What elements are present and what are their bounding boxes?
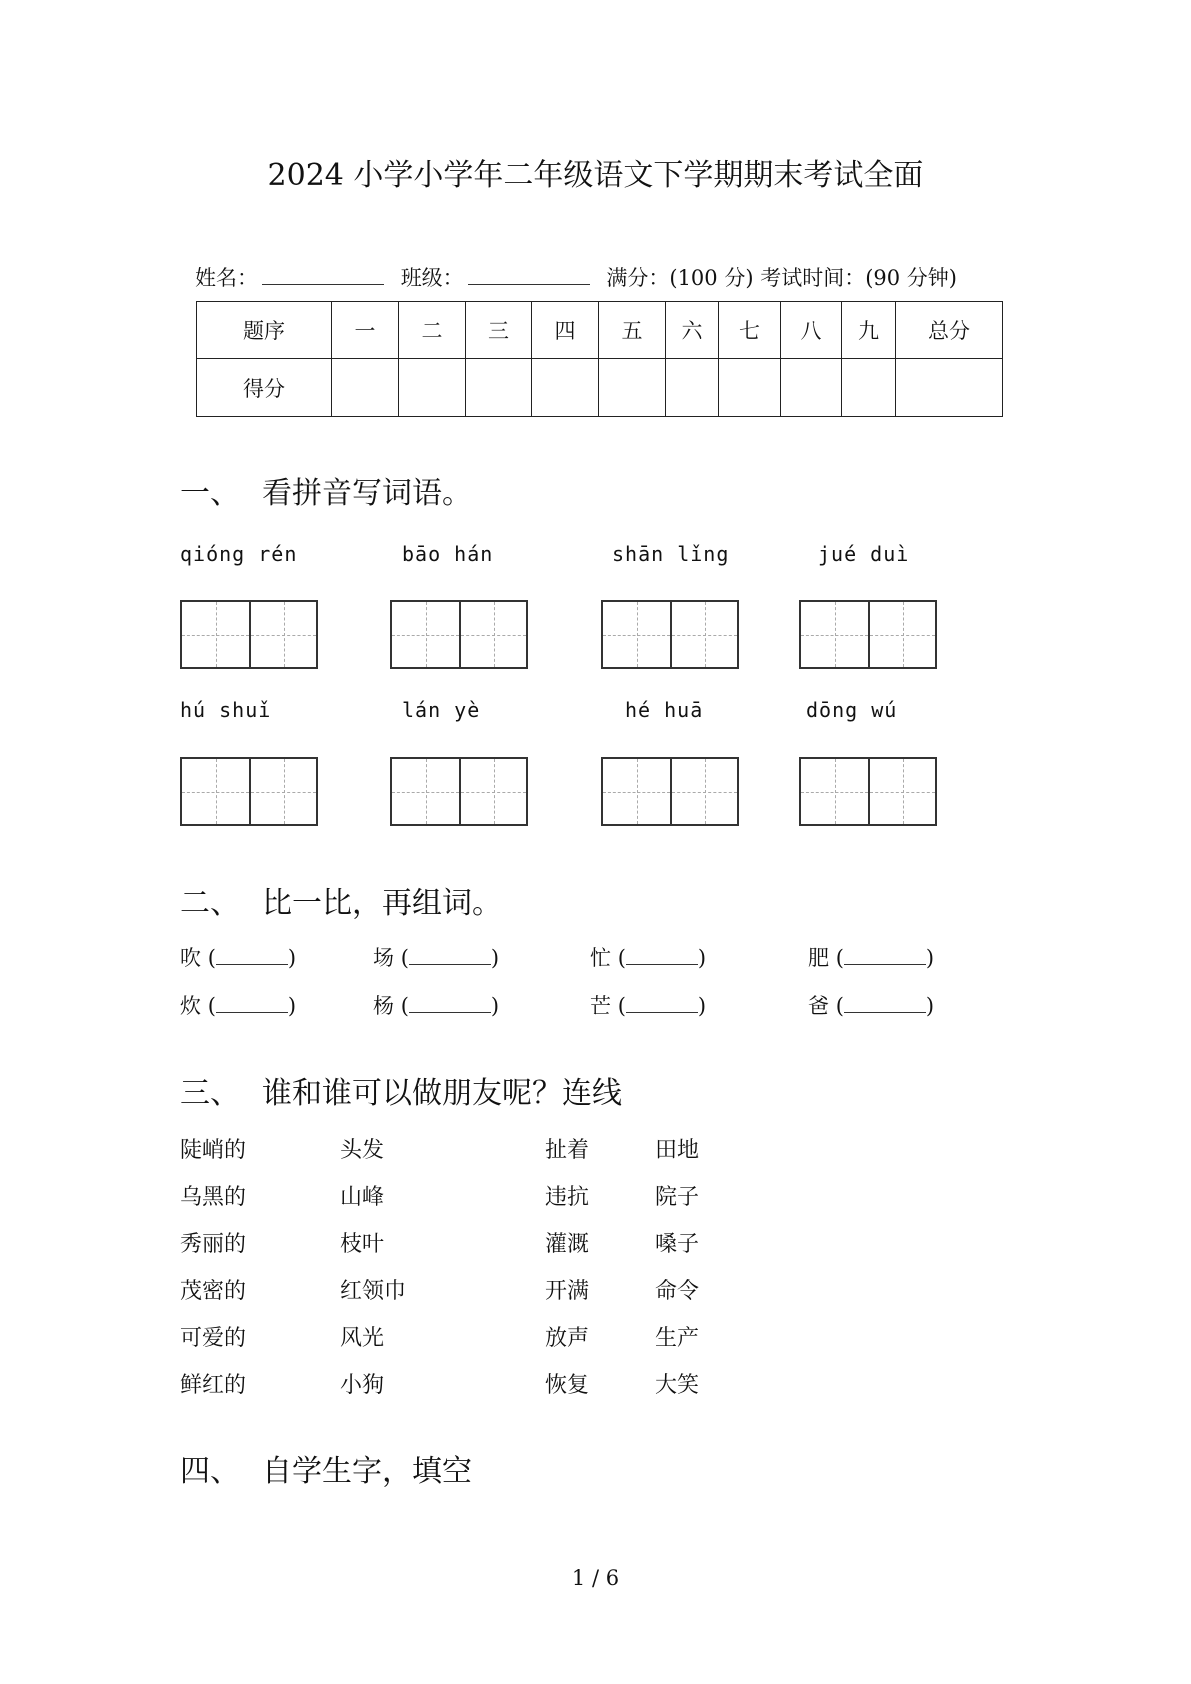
- paren-open: (: [835, 946, 844, 970]
- score-table-score-row: [197, 359, 1003, 417]
- score-cell[interactable]: [666, 359, 719, 417]
- compare-char: 芒: [590, 994, 611, 1018]
- paren-close: ): [287, 946, 297, 970]
- answer-blank[interactable]: [216, 946, 288, 965]
- match-word-noun[interactable]: 风光: [340, 1326, 385, 1351]
- match-word-verb[interactable]: 恢复: [545, 1373, 590, 1398]
- score-cell[interactable]: [842, 359, 896, 417]
- compare-item: [590, 990, 706, 1020]
- section-title: 看拼音写词语。: [262, 476, 472, 511]
- section-1-heading: [180, 468, 472, 512]
- compare-char: 吹: [180, 946, 201, 970]
- score-row-label: 得分: [197, 359, 332, 417]
- score-cell[interactable]: [896, 359, 1003, 417]
- score-cell[interactable]: [532, 359, 599, 417]
- match-word-noun[interactable]: 红领巾: [340, 1279, 407, 1304]
- match-word-noun[interactable]: 小狗: [340, 1373, 385, 1398]
- compare-item: [590, 942, 706, 972]
- exam-time-label: 考试时间：(90 分钟): [760, 266, 958, 290]
- section-title: 比一比，再组词。: [262, 886, 502, 921]
- score-header-cell: 七: [719, 302, 781, 359]
- match-word-object[interactable]: 田地: [655, 1138, 700, 1163]
- match-word-verb[interactable]: 开满: [545, 1279, 590, 1304]
- writing-grid[interactable]: [799, 600, 937, 669]
- compare-char: 杨: [373, 994, 394, 1018]
- match-word-verb[interactable]: 违抗: [545, 1185, 590, 1210]
- match-word-adjective[interactable]: 秀丽的: [180, 1232, 247, 1257]
- pinyin-label: bāo hán: [402, 542, 494, 566]
- answer-blank[interactable]: [626, 994, 698, 1013]
- class-label: 班级：: [400, 266, 464, 290]
- compare-item: [180, 942, 296, 972]
- answer-blank[interactable]: [844, 994, 926, 1013]
- page-number: 1 / 6: [571, 1566, 620, 1590]
- paren-open: (: [617, 994, 626, 1018]
- section-2-heading: [180, 878, 502, 922]
- match-word-adjective[interactable]: 乌黑的: [180, 1185, 247, 1210]
- score-cell[interactable]: [466, 359, 532, 417]
- match-word-object[interactable]: 生产: [655, 1326, 700, 1351]
- match-word-object[interactable]: 命令: [655, 1279, 700, 1304]
- pinyin-label: jué duì: [818, 542, 910, 566]
- score-cell[interactable]: [332, 359, 399, 417]
- section-4-heading: [180, 1446, 472, 1490]
- score-header-cell: 三: [466, 302, 532, 359]
- paren-close: ): [697, 994, 707, 1018]
- score-cell[interactable]: [719, 359, 781, 417]
- match-word-verb[interactable]: 扯着: [545, 1138, 590, 1163]
- score-header-cell: 五: [599, 302, 666, 359]
- section-title: 谁和谁可以做朋友呢？连线: [262, 1076, 622, 1111]
- match-word-noun[interactable]: 枝叶: [340, 1232, 385, 1257]
- score-cell[interactable]: [781, 359, 842, 417]
- score-cell[interactable]: [599, 359, 666, 417]
- match-word-adjective[interactable]: 陡峭的: [180, 1138, 247, 1163]
- compare-item: [373, 990, 499, 1020]
- compare-char: 爸: [808, 994, 829, 1018]
- score-header-cell: 题序: [197, 302, 332, 359]
- answer-blank[interactable]: [216, 994, 288, 1013]
- writing-grid[interactable]: [799, 757, 937, 826]
- paren-close: ): [697, 946, 707, 970]
- section-title: 自学生字，填空: [262, 1454, 472, 1489]
- match-word-verb[interactable]: 灌溉: [545, 1232, 590, 1257]
- score-header-cell: 总分: [896, 302, 1003, 359]
- pinyin-label: hé huā: [625, 698, 704, 722]
- match-word-adjective[interactable]: 茂密的: [180, 1279, 247, 1304]
- pinyin-label: dōng wú: [806, 698, 898, 722]
- name-blank[interactable]: [262, 266, 384, 285]
- answer-blank[interactable]: [626, 946, 698, 965]
- match-word-noun[interactable]: 山峰: [340, 1185, 385, 1210]
- compare-item: [373, 942, 499, 972]
- writing-grid[interactable]: [180, 757, 318, 826]
- answer-blank[interactable]: [844, 946, 926, 965]
- pinyin-label: shān lǐng: [612, 542, 730, 566]
- class-blank[interactable]: [468, 266, 590, 285]
- score-header-cell: 六: [666, 302, 719, 359]
- writing-grid[interactable]: [390, 757, 528, 826]
- compare-item: [808, 990, 934, 1020]
- page-title: 2024 小学小学年二年级语文下学期期末考试全面: [267, 158, 924, 193]
- score-header-cell: 二: [399, 302, 466, 359]
- compare-item: [180, 990, 296, 1020]
- name-label: 姓名：: [195, 266, 258, 290]
- section-number: 三、: [180, 1076, 240, 1111]
- section-number: 四、: [180, 1454, 240, 1489]
- section-number: 二、: [180, 886, 240, 921]
- compare-char: 场: [373, 946, 394, 970]
- match-word-object[interactable]: 院子: [655, 1185, 700, 1210]
- compare-char: 肥: [808, 946, 829, 970]
- match-word-object[interactable]: 大笑: [655, 1373, 700, 1398]
- paren-close: ): [287, 994, 297, 1018]
- writing-grid[interactable]: [601, 600, 739, 669]
- writing-grid[interactable]: [180, 600, 318, 669]
- score-header-cell: 九: [842, 302, 896, 359]
- pinyin-label: qióng rén: [180, 542, 298, 566]
- section-number: 一、: [180, 476, 240, 511]
- score-table-header-row: [197, 302, 1003, 359]
- compare-char: 炊: [180, 994, 201, 1018]
- paren-open: (: [835, 994, 844, 1018]
- score-cell[interactable]: [399, 359, 466, 417]
- paren-open: (: [207, 946, 216, 970]
- paren-open: (: [400, 946, 409, 970]
- student-info-line: [195, 262, 957, 292]
- match-word-noun[interactable]: 头发: [340, 1138, 385, 1163]
- paren-open: (: [207, 994, 216, 1018]
- paren-close: ): [490, 994, 500, 1018]
- answer-blank[interactable]: [409, 946, 491, 965]
- match-word-adjective[interactable]: 鲜红的: [180, 1373, 247, 1398]
- full-score-label: 满分：(100 分): [606, 266, 754, 290]
- paren-close: ): [925, 946, 935, 970]
- answer-blank[interactable]: [409, 994, 491, 1013]
- score-header-cell: 四: [532, 302, 599, 359]
- match-word-object[interactable]: 嗓子: [655, 1232, 700, 1257]
- paren-open: (: [617, 946, 626, 970]
- match-word-verb[interactable]: 放声: [545, 1326, 590, 1351]
- score-header-cell: 一: [332, 302, 399, 359]
- compare-char: 忙: [590, 946, 611, 970]
- section-3-heading: [180, 1068, 622, 1112]
- pinyin-label: lán yè: [402, 698, 481, 722]
- paren-open: (: [400, 994, 409, 1018]
- compare-item: [808, 942, 934, 972]
- writing-grid[interactable]: [390, 600, 528, 669]
- paren-close: ): [925, 994, 935, 1018]
- pinyin-label: hú shuǐ: [180, 698, 272, 722]
- paren-close: ): [490, 946, 500, 970]
- score-table: [196, 301, 1003, 417]
- match-word-adjective[interactable]: 可爱的: [180, 1326, 247, 1351]
- writing-grid[interactable]: [601, 757, 739, 826]
- score-header-cell: 八: [781, 302, 842, 359]
